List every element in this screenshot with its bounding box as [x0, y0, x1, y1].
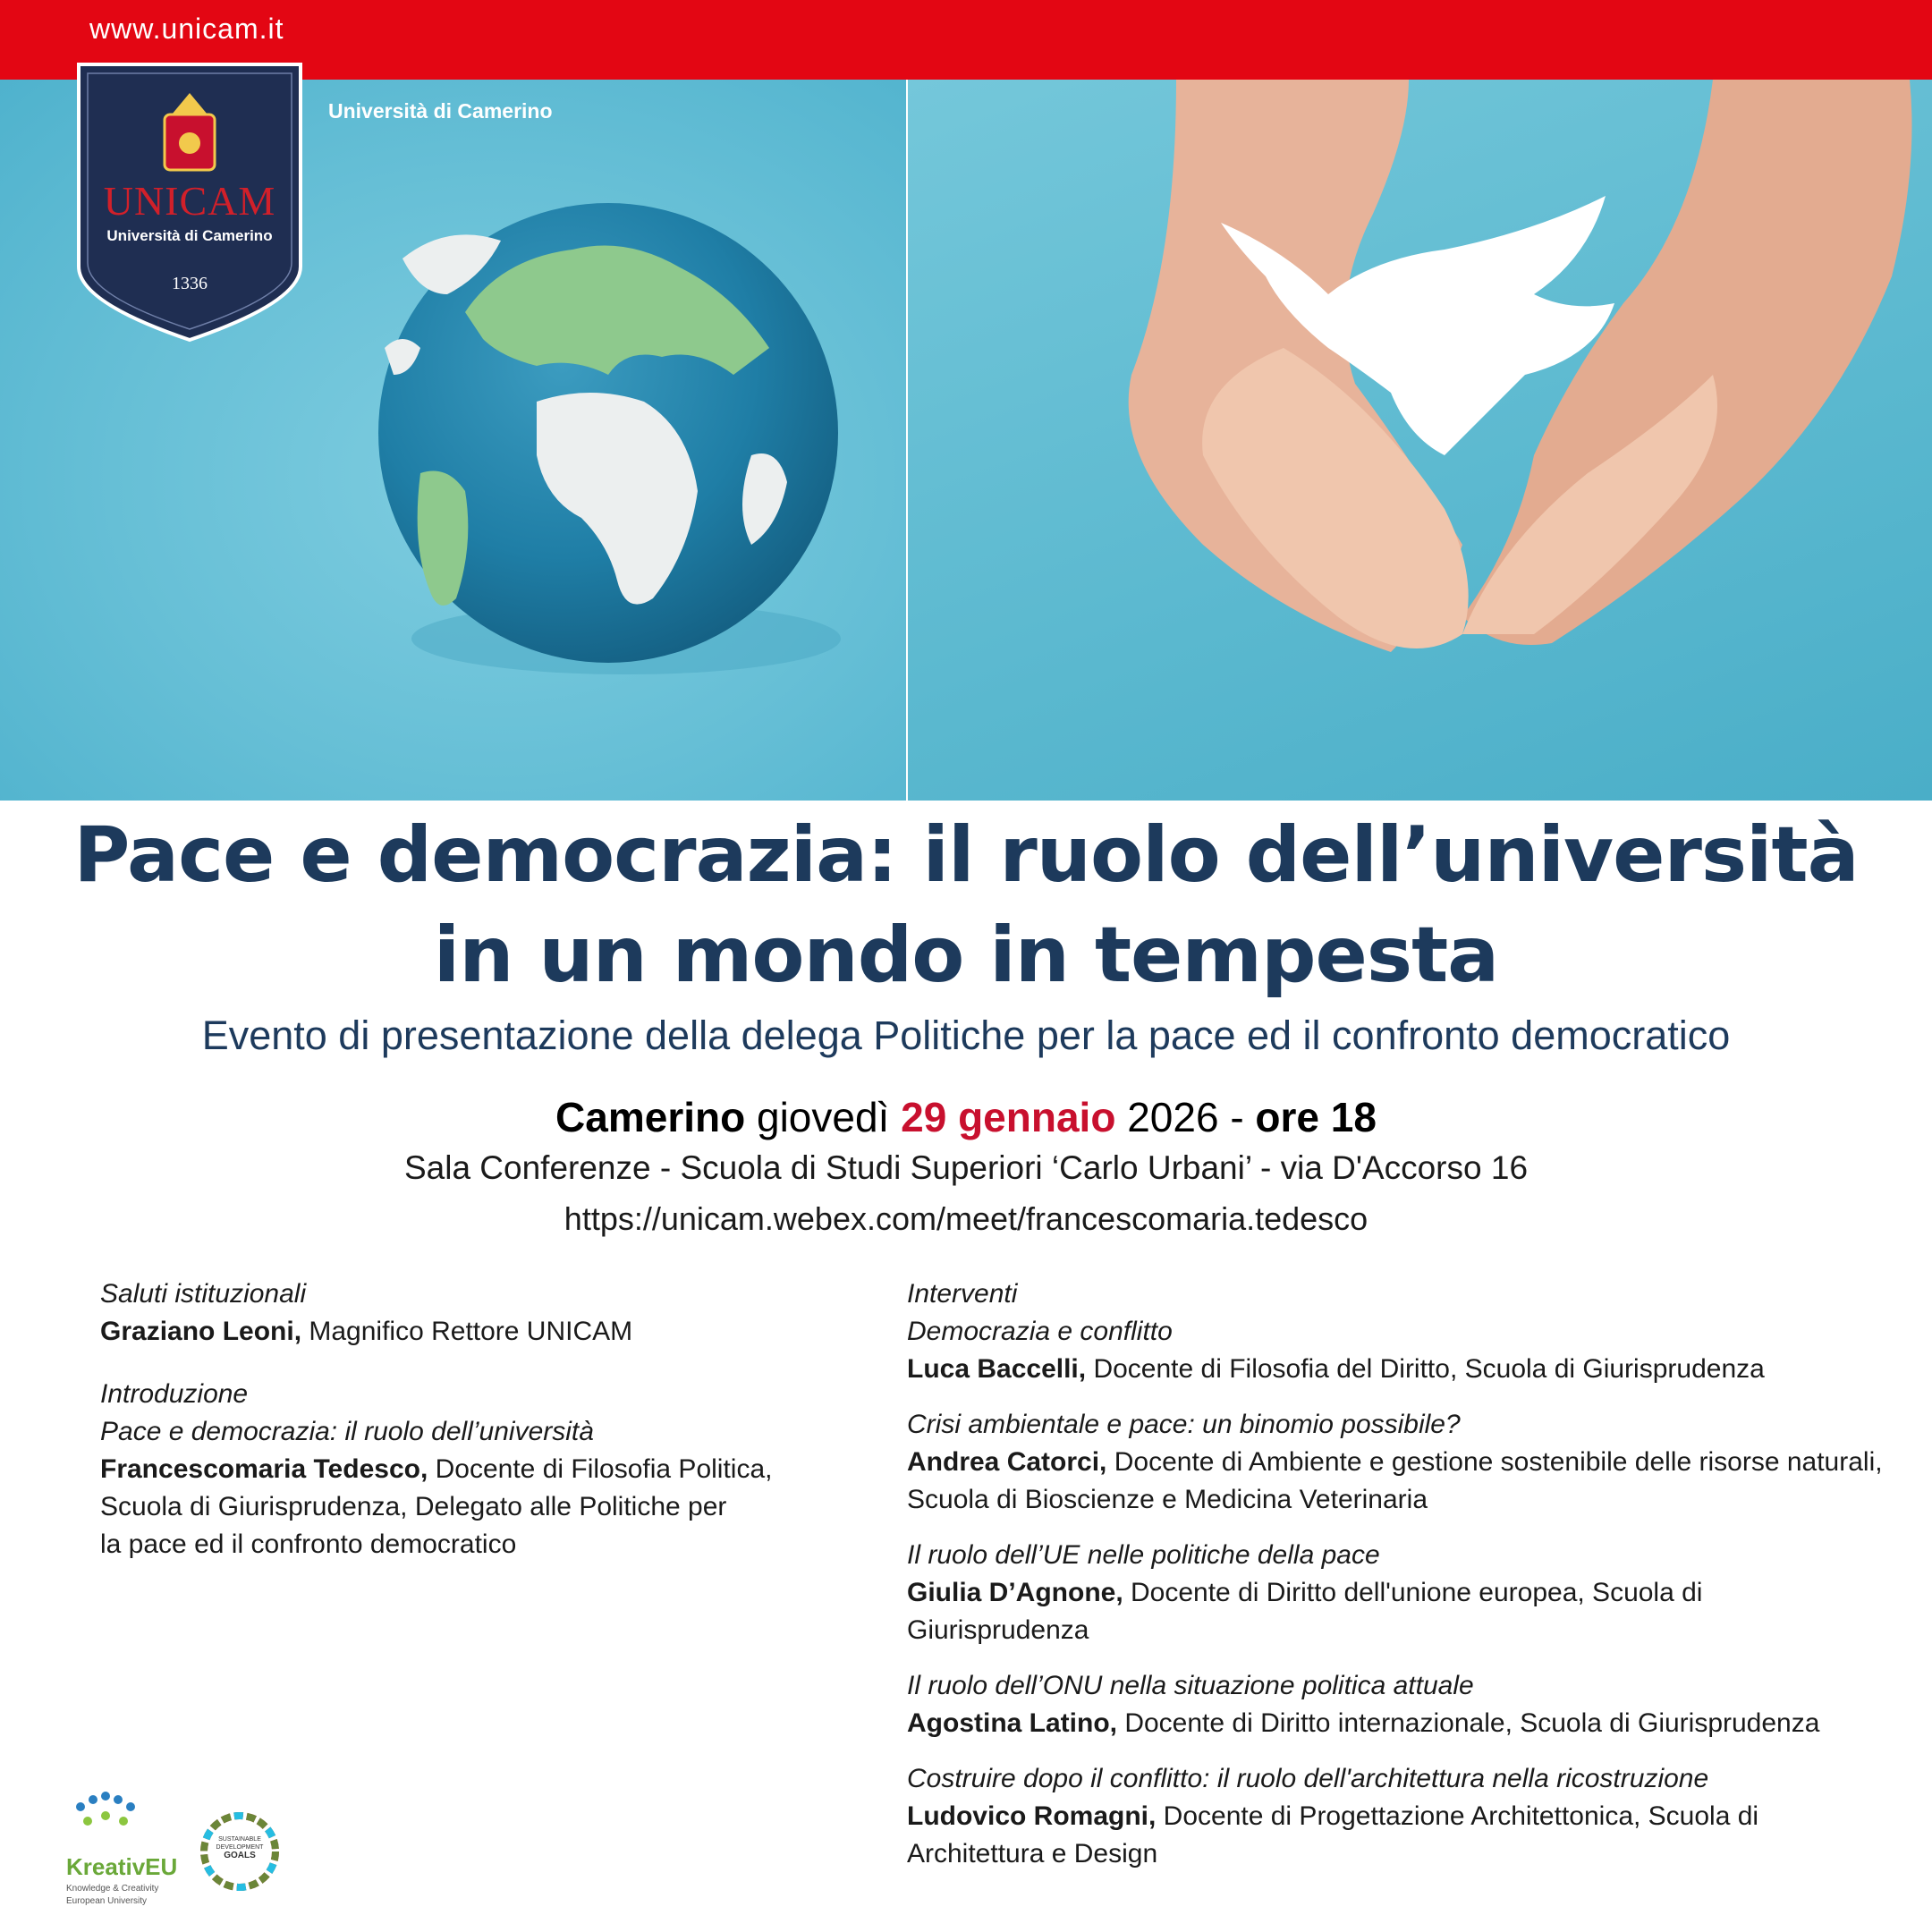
intro-block	[100, 1376, 860, 1563]
title-line-2: in un mondo in tempesta	[433, 911, 1499, 1000]
talk-speaker	[907, 1798, 1891, 1873]
talk-speaker	[907, 1444, 1891, 1519]
event-city: Camerino	[555, 1094, 746, 1140]
speaker-role: Magnifico Rettore UNICAM	[301, 1317, 633, 1346]
kreativeu-logo-text: KreativEU	[66, 1853, 178, 1880]
unicam-crest	[75, 61, 304, 343]
sdg-label-2: DEVELOPMENT	[216, 1844, 264, 1851]
talk-topic: Costruire dopo il conflitto: il ruolo dell'architettura nella ricostruzione	[907, 1764, 1709, 1793]
speaker-name: Luca Baccelli,	[907, 1354, 1087, 1384]
greetings-label: Saluti istituzionali	[100, 1279, 307, 1309]
crest-acronym: UNICAM	[103, 178, 276, 224]
talk-item	[907, 1667, 1891, 1742]
partner-logos	[61, 1789, 284, 1923]
event-date: 29 gennaio	[901, 1094, 1116, 1140]
speaker-role: Docente di Diritto dell'unione europea, Scuola di Giurisprudenza	[907, 1578, 1703, 1645]
sdg-label-3: GOALS	[224, 1851, 256, 1860]
intro-label: Introduzione	[100, 1379, 249, 1409]
speaker-role-line: Scuola di Giurisprudenza, Delegato alle Politiche per	[100, 1492, 727, 1521]
speaker-role: Docente di Diritto internazionale, Scuola di Giurisprudenza	[1117, 1708, 1820, 1738]
greetings-speaker	[100, 1313, 860, 1351]
speaker-name: Francescomaria Tedesco,	[100, 1454, 428, 1484]
program-right	[907, 1275, 1891, 1891]
talk-topic: Il ruolo dell’ONU nella situazione politica attuale	[907, 1671, 1474, 1700]
talk-item	[907, 1406, 1891, 1519]
event-time: ore 18	[1255, 1094, 1377, 1140]
crest-year: 1336	[172, 274, 208, 293]
hands-dove-photo	[908, 80, 1932, 801]
event-weekday: giovedì	[757, 1094, 890, 1140]
intro-topic: Pace e democrazia: il ruolo dell’università	[100, 1417, 594, 1446]
webex-link[interactable]: https://unicam.webex.com/meet/francescomaria.tedesco	[564, 1200, 1368, 1237]
speaker-name: Andrea Catorci,	[907, 1447, 1107, 1477]
speaker-role: Docente di Filosofia Politica,	[428, 1454, 773, 1484]
speaker-role: Docente di Filosofia del Diritto, Scuola di Giurisprudenza	[1086, 1354, 1765, 1384]
talk-item	[907, 1760, 1891, 1873]
speaker-role: Docente di Progettazione Architettonica, Scuola di Architettura e Design	[907, 1801, 1759, 1868]
event-year: 2026 -	[1127, 1094, 1244, 1140]
kreativeu-tagline-1: Knowledge & Creativity	[66, 1884, 159, 1894]
talk-item	[907, 1537, 1891, 1649]
talk-speaker	[907, 1705, 1891, 1742]
talk-speaker	[907, 1574, 1891, 1649]
talk-item	[907, 1313, 1891, 1388]
event-venue: Sala Conferenze - Scuola di Studi Superiori ‘Carlo Urbani’ - via D'Accorso 16	[403, 1149, 1529, 1186]
speaker-role-line: la pace ed il confronto democratico	[100, 1530, 517, 1559]
sdg-label-1: SUSTAINABLE	[218, 1836, 261, 1843]
talk-speaker	[907, 1351, 1891, 1388]
talk-topic: Crisi ambientale e pace: un binomio possibile?	[907, 1410, 1461, 1439]
university-name: Università di Camerino	[328, 99, 553, 123]
crest-name: Università di Camerino	[106, 227, 273, 244]
speaker-role: Docente di Ambiente e gestione sostenibile delle risorse naturali, Scuola di Bioscienze e Medicina Veterinaria	[907, 1447, 1883, 1514]
kreativeu-tagline-2: European University	[66, 1896, 148, 1906]
talk-topic: Democrazia e conflitto	[907, 1317, 1173, 1346]
speaker-name: Agostina Latino,	[907, 1708, 1117, 1738]
hands-dove-illustration	[908, 80, 1932, 801]
event-dateline	[0, 1093, 1932, 1141]
greetings-block	[100, 1275, 860, 1351]
speaker-name: Graziano Leoni,	[100, 1317, 302, 1346]
interventions-heading: Interventi	[907, 1279, 1018, 1309]
intro-speaker	[100, 1451, 860, 1488]
site-url[interactable]: www.unicam.it	[89, 13, 284, 45]
kreativeu-stars-icon	[76, 1792, 135, 1826]
event-subtitle: Evento di presentazione della delega Politiche per la pace ed il confronto democratico	[201, 1013, 1731, 1058]
sdg-label	[213, 1835, 267, 1860]
program-left	[100, 1275, 860, 1581]
speaker-name: Giulia D’Agnone,	[907, 1578, 1123, 1607]
event-title	[0, 805, 1932, 1005]
title-line-1: Pace e democrazia: il ruolo dell’università	[73, 810, 1859, 900]
speaker-name: Ludovico Romagni,	[907, 1801, 1157, 1831]
talk-topic: Il ruolo dell’UE nelle politiche della pace	[907, 1540, 1380, 1570]
